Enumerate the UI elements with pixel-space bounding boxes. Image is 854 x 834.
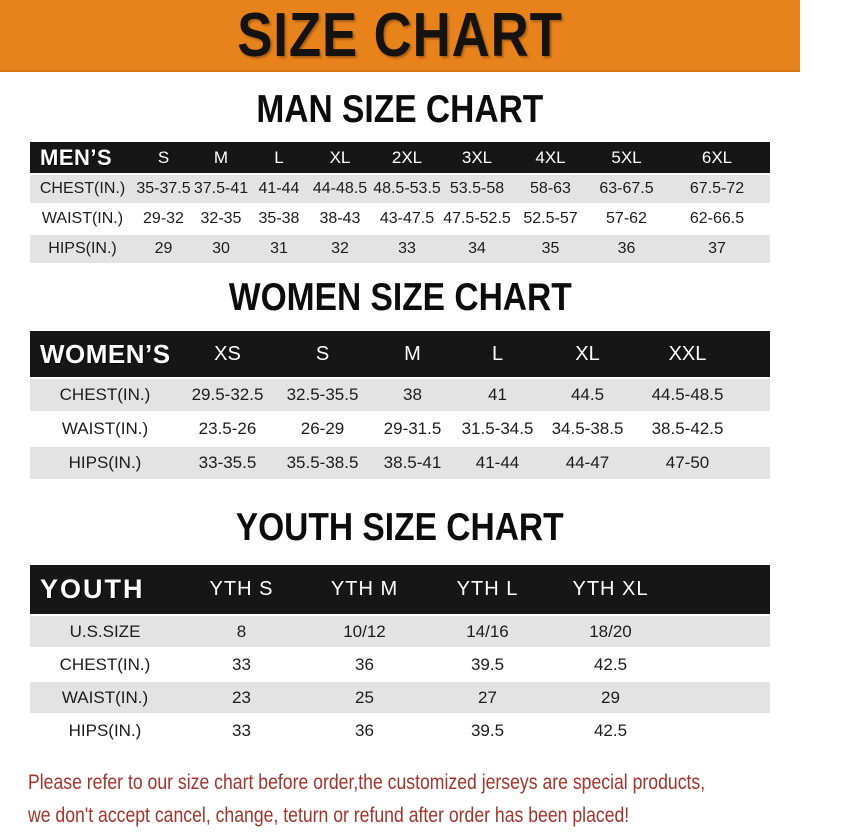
youth-size-table [30,565,770,748]
size-value-cell: 35 [512,235,589,265]
size-value-cell: 39.5 [426,715,549,748]
row-label: HIPS(IN.) [30,447,180,481]
youth-hips-row [30,715,770,748]
section-heading-youth [0,508,800,548]
men-waist-row [30,205,770,235]
size-value-cell: 34.5-38.5 [540,413,635,447]
size-value-cell: 48.5-53.5 [372,175,442,205]
men-size-header: L [250,142,308,175]
men-size-table [30,142,770,265]
size-value-cell: 29 [549,682,672,715]
size-value-cell: 44.5-48.5 [635,379,740,413]
size-value-cell: 36 [589,235,664,265]
size-value-cell: 32 [308,235,372,265]
spacer-cell [672,715,770,748]
size-value-cell: 10/12 [303,616,426,649]
size-value-cell: 35-38 [250,205,308,235]
spacer-cell [672,649,770,682]
youth-corner-label: YOUTH [30,565,180,616]
size-value-cell: 57-62 [589,205,664,235]
size-value-cell: 33 [180,649,303,682]
row-label: CHEST(IN.) [30,649,180,682]
size-value-cell: 67.5-72 [664,175,770,205]
youth-chest-row [30,649,770,682]
men-hips-row [30,235,770,265]
size-value-cell: 31 [250,235,308,265]
youth-size-header: YTH S [180,565,303,616]
row-label: U.S.SIZE [30,616,180,649]
size-value-cell: 37 [664,235,770,265]
youth-waist-row [30,682,770,715]
women-size-table [30,331,770,481]
section-heading-women-text: WOMEN SIZE CHART [228,276,572,319]
size-value-cell: 44-48.5 [308,175,372,205]
women-size-header: XS [180,331,275,379]
row-label: CHEST(IN.) [30,175,135,205]
note-line-2 [28,799,772,832]
women-size-header: S [275,331,370,379]
size-value-cell: 41 [455,379,540,413]
size-value-cell: 41-44 [455,447,540,481]
size-value-cell: 29 [135,235,192,265]
size-value-cell: 30 [192,235,250,265]
size-value-cell: 52.5-57 [512,205,589,235]
size-value-cell: 35.5-38.5 [275,447,370,481]
size-value-cell: 63-67.5 [589,175,664,205]
size-value-cell: 44-47 [540,447,635,481]
size-value-cell: 39.5 [426,649,549,682]
row-label: WAIST(IN.) [30,413,180,447]
row-label: WAIST(IN.) [30,682,180,715]
women-corner-label: WOMEN’S [30,331,180,379]
youth-header-row [30,565,770,616]
women-size-header: L [455,331,540,379]
size-value-cell: 31.5-34.5 [455,413,540,447]
spacer-cell [672,616,770,649]
size-value-cell: 41-44 [250,175,308,205]
women-table-header [30,331,770,379]
spacer-cell [672,682,770,715]
size-value-cell: 42.5 [549,649,672,682]
size-value-cell: 29-31.5 [370,413,455,447]
disclaimer-note [0,766,800,832]
row-label: HIPS(IN.) [30,715,180,748]
women-header-row [30,331,770,379]
row-label: WAIST(IN.) [30,205,135,235]
youth-size-header: YTH M [303,565,426,616]
size-value-cell: 38.5-41 [370,447,455,481]
row-label: HIPS(IN.) [30,235,135,265]
size-value-cell: 35-37.5 [135,175,192,205]
size-value-cell: 8 [180,616,303,649]
women-size-header: XL [540,331,635,379]
spacer-cell [740,447,770,481]
note-line-1-text: Please refer to our size chart before order,the customized jerseys are special products, [28,770,706,794]
size-value-cell: 14/16 [426,616,549,649]
size-value-cell: 33 [180,715,303,748]
men-size-header: M [192,142,250,175]
size-value-cell: 38.5-42.5 [635,413,740,447]
men-header-row [30,142,770,175]
women-size-header: M [370,331,455,379]
size-value-cell: 32-35 [192,205,250,235]
men-size-header: S [135,142,192,175]
size-value-cell: 38-43 [308,205,372,235]
spacer-cell [672,565,770,616]
size-value-cell: 29-32 [135,205,192,235]
section-heading-women [0,278,800,318]
page-title: SIZE CHART [237,0,563,70]
size-value-cell: 36 [303,649,426,682]
men-chest-row [30,175,770,205]
size-value-cell: 44.5 [540,379,635,413]
size-value-cell: 62-66.5 [664,205,770,235]
size-value-cell: 47-50 [635,447,740,481]
men-size-header: 3XL [442,142,512,175]
section-heading-man-text: MAN SIZE CHART [256,88,544,131]
size-value-cell: 53.5-58 [442,175,512,205]
size-value-cell: 23 [180,682,303,715]
note-line-1 [28,766,772,799]
section-heading-youth-text: YOUTH SIZE CHART [236,506,564,549]
size-value-cell: 32.5-35.5 [275,379,370,413]
section-heading-man [0,90,800,130]
size-value-cell: 25 [303,682,426,715]
size-value-cell: 18/20 [549,616,672,649]
youth-ussize-row [30,616,770,649]
spacer-cell [740,379,770,413]
size-value-cell: 34 [442,235,512,265]
size-value-cell: 38 [370,379,455,413]
youth-table-header [30,565,770,616]
men-size-header: 4XL [512,142,589,175]
women-chest-row [30,379,770,413]
note-line-2-text: we don't accept cancel, change, teturn or refund after order has been placed! [28,803,630,827]
youth-size-header: YTH L [426,565,549,616]
women-hips-row [30,447,770,481]
size-value-cell: 47.5-52.5 [442,205,512,235]
spacer-cell [740,331,770,379]
size-value-cell: 36 [303,715,426,748]
row-label: CHEST(IN.) [30,379,180,413]
size-value-cell: 27 [426,682,549,715]
men-size-header: XL [308,142,372,175]
size-value-cell: 26-29 [275,413,370,447]
size-value-cell: 42.5 [549,715,672,748]
size-value-cell: 37.5-41 [192,175,250,205]
men-corner-label: MEN’S [30,142,135,175]
men-size-header: 2XL [372,142,442,175]
men-size-header: 5XL [589,142,664,175]
youth-size-header: YTH XL [549,565,672,616]
size-chart-banner [0,0,800,72]
size-value-cell: 33-35.5 [180,447,275,481]
women-size-header: XXL [635,331,740,379]
size-value-cell: 33 [372,235,442,265]
women-waist-row [30,413,770,447]
size-value-cell: 43-47.5 [372,205,442,235]
size-value-cell: 29.5-32.5 [180,379,275,413]
spacer-cell [740,413,770,447]
men-size-header: 6XL [664,142,770,175]
men-table-header [30,142,770,175]
size-value-cell: 23.5-26 [180,413,275,447]
size-value-cell: 58-63 [512,175,589,205]
